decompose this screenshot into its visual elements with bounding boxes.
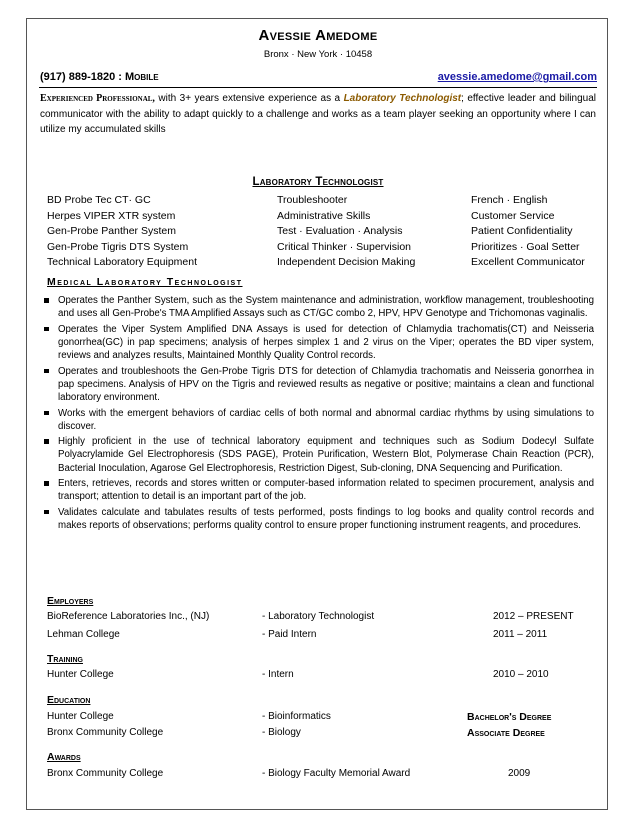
training-years: 2010 – 2010	[493, 669, 549, 680]
skill-item: Troubleshooter	[277, 194, 348, 206]
summary-text-2: ; effective leader and bilingual communicator with the ability to adapt quickly to a challenge and works as a team player seeking an opportunity where I can utilize my accumulated skills	[40, 93, 596, 135]
bullet-icon	[44, 481, 49, 486]
bullet-icon	[44, 411, 49, 416]
mlt-title: Medical Laboratory Technologist	[47, 276, 243, 288]
education-field: - Bioinformatics	[262, 711, 331, 722]
employer-years: 2011 – 2011	[493, 629, 548, 640]
training-title: Training	[47, 653, 83, 665]
skill-item: Technical Laboratory Equipment	[47, 256, 198, 268]
skill-item: Prioritizes · Goal Setter	[471, 240, 580, 253]
bullet-icon	[44, 369, 49, 374]
bullet-text: Operates and troubleshoots the Gen-Probe Tigris DTS for detection of Chlamydia trachomatis and Neisseria gonorrhea in pap specimens. Analysis of HPV on the Tigris and reviewed results as negative or positive; maintains a clean and functional laboratory environment.	[58, 365, 594, 404]
list-item	[42, 294, 594, 320]
award-year: 2009	[508, 768, 531, 779]
summary	[40, 91, 596, 138]
skills-col-2	[277, 193, 415, 271]
summary-lead: Experienced Professional,	[40, 93, 155, 104]
bullet-text: Operates the Viper System Amplified DNA Assays is used for detection of Chlamydia trachomatis(CT) and Neisseria gonorrhea(GC) in pap specimens; analysis of herpes simplex 1 and 2 virus on the Viper; operates the BD viper system, reviews and analyzes results, Maintained Monthly Quality Control records.	[58, 323, 594, 362]
education-title: Education	[47, 694, 91, 706]
list-item	[42, 323, 594, 363]
list-item	[42, 435, 594, 475]
list-item	[42, 506, 594, 532]
skill-item: Administrative Skills	[277, 209, 371, 222]
summary-highlight: Laboratory Technologist	[343, 93, 462, 104]
list-item	[42, 477, 594, 503]
education-field: - Biology	[262, 727, 301, 738]
employers-title: Employers	[47, 595, 94, 607]
employer-org: BioReference Laboratories Inc., (NJ)	[47, 611, 210, 622]
email-link[interactable]: avessie.amedome@gmail.com	[437, 71, 597, 83]
skill-item: Patient Confidentiality	[471, 225, 573, 237]
bullet-text: Enters, retrieves, records and stores written or computer-based information related to specimen procurement, analysis and transport; attention to detail is an important part of the job.	[58, 478, 594, 503]
skill-item: Independent Decision Making	[277, 256, 416, 268]
skills-title: Laboratory Technologist	[252, 176, 384, 188]
education-org: Hunter College	[47, 711, 114, 722]
education-org: Bronx Community College	[47, 727, 164, 738]
skill-item: Gen-Probe Tigris DTS System	[47, 240, 189, 253]
training-role: - Intern	[262, 669, 294, 680]
employer-org: Lehman College	[47, 629, 120, 640]
list-item	[42, 407, 594, 433]
address: Bronx · New York · 10458	[263, 49, 373, 60]
award-org: Bronx Community College	[47, 768, 164, 779]
resume-page	[26, 18, 608, 810]
candidate-name: Avessie Amedome	[258, 27, 378, 44]
skill-item: Gen-Probe Panther System	[47, 225, 176, 237]
education-degree: Bachelor's Degree	[467, 711, 552, 723]
skills-col-3	[471, 193, 585, 271]
bullet-text: Operates the Panther System, such as the System maintenance and administration, workflow management, troubleshooting and uses all Gen-Probe's TMA Amplified Assays such as CT/GC combo 2, HPV, HPV Genotype and Trichomonas vaginalis.	[58, 295, 594, 320]
bullet-text: Validates calculate and tabulates results of tests performed, posts findings to log books and quality control records and makes reports of observations; performs quality control to ensure proper functioning instrument reagents, and procedures.	[58, 506, 594, 532]
bullet-text: Highly proficient in the use of technical laboratory equipment and techniques such as Sodium Dodecyl Sulfate Polyacrylamide Gel Electrophoresis (SDS PAGE), Protein Purification, Western Blot, Polymerase Chain Reaction (PCR), Bacterial Inoculation, Agarose Gel Electrophoresis, Restriction Digest, Sub-cloning, DNA Sequencing and Purification.	[58, 436, 594, 474]
list-item	[42, 365, 594, 405]
employer-role: - Laboratory Technologist	[262, 611, 375, 622]
award-name: - Biology Faculty Memorial Award	[262, 768, 411, 779]
training-org: Hunter College	[47, 669, 114, 680]
mlt-bullet-list	[42, 294, 594, 535]
bullet-icon	[44, 298, 49, 303]
employer-role: - Paid Intern	[262, 629, 317, 640]
awards-title: Awards	[47, 751, 81, 763]
phone-text: (917) 889-1820 : Mobile	[40, 71, 159, 83]
skill-item: Critical Thinker · Supervision	[277, 240, 412, 253]
skill-item: Customer Service	[471, 209, 555, 222]
bullet-text: Works with the emergent behaviors of cardiac cells of both normal and abnormal cardiac rhythms by using simulations to discover.	[58, 407, 594, 432]
summary-text-1: with 3+ years extensive experience as a	[154, 93, 344, 104]
education-degree: Associate Degree	[467, 727, 545, 739]
header-divider	[39, 87, 597, 88]
skill-item: BD Probe Tec CT· GC	[47, 194, 151, 206]
skills-col-1	[47, 193, 197, 271]
bullet-icon	[44, 510, 49, 515]
skill-item: Herpes VIPER XTR system	[47, 209, 176, 222]
bullet-icon	[44, 439, 49, 444]
skill-item: French · English	[471, 194, 548, 206]
skill-item: Excellent Communicator	[471, 256, 585, 268]
phone	[40, 71, 159, 83]
skill-item: Test · Evaluation · Analysis	[277, 225, 403, 237]
bullet-icon	[44, 327, 49, 332]
employer-years: 2012 – PRESENT	[493, 611, 574, 622]
